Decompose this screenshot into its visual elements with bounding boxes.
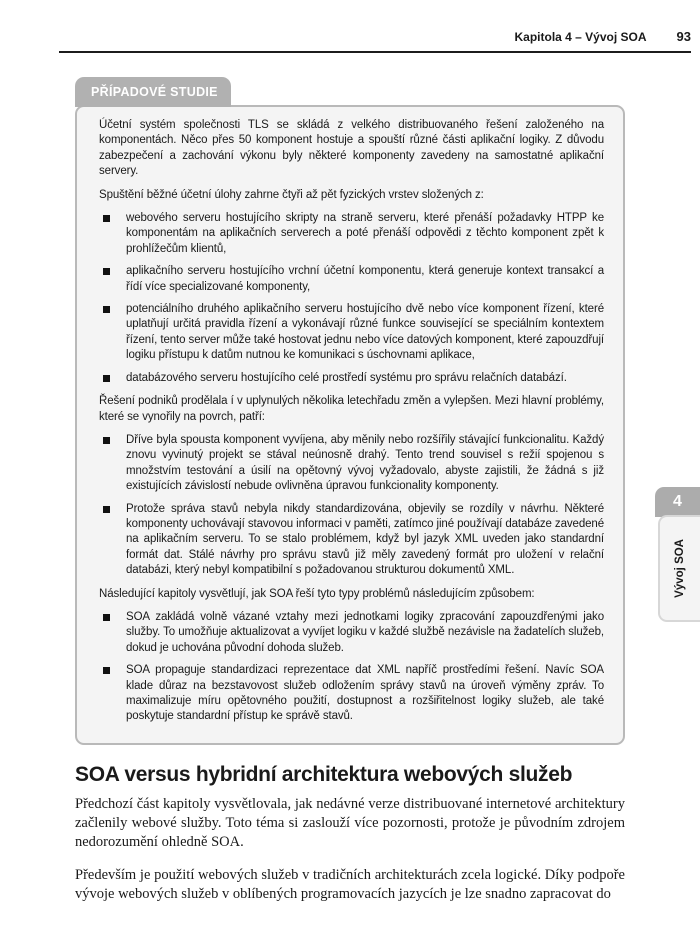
case-study-panel — [75, 77, 625, 745]
chapter-thumb-label — [658, 515, 700, 622]
page-number: 93 — [676, 29, 691, 44]
square-bullet-icon — [103, 667, 110, 674]
list-item — [103, 663, 604, 725]
case-study-box — [75, 105, 625, 745]
list-item-text: webového serveru hostujícího skripty na straně serveru, které přenáší požadavky HTPP ke komponentám na aplikačních serverech a poté přenáší odpovědi z těchto komponent zpět k prohlížečům klientů, — [126, 212, 604, 255]
square-bullet-icon — [103, 614, 110, 621]
square-bullet-icon — [103, 215, 110, 222]
bullet-list-soa-solutions — [99, 610, 604, 725]
list-item-text: potenciálního druhého aplikačního serveru hostujícího dvě nebo více komponent řízení, které uplatňují určitá pravidla řízení a vykonávají různé funkce související se speciálním kontextem řízení, tento server může také hostovat jednu nebo více datových komponent, které zapouzdřují logiku přístupu k datům nutnou ke komunikaci s úschovnami aplikace, — [126, 303, 604, 362]
body-paragraph: Předchozí část kapitoly vysvětlovala, jak nedávné verze distribuované internetové architektury začlenily webové služby. Toto téma si zaslouží více pozornosti, protože je původním zdrojem nedorozumění ohledně SOA. — [75, 795, 625, 850]
list-item — [103, 371, 604, 386]
body-paragraph: Především je použití webových služeb v tradičních architekturách zcela logické. Díky podpoře vývoje webových služeb v oblíbených programovacích jazycích je lze snadno zapracovat do — [75, 866, 625, 902]
list-item-text: aplikačního serveru hostujícího vrchní účetní komponentu, která generuje kontext transakcí a řídí více specializované komponenty, — [126, 265, 604, 293]
case-study-paragraph: Řešení podniků prodělala í v uplynulých několika letechřadu změn a vylepšen. Mezi hlavní problémy, které se vynořily na povrch, patří: — [99, 395, 604, 423]
list-item-text: Protože správa stavů nebyla nikdy standardizována, objevily se rozdíly v návrhu. Některé komponenty uchovávají stavovou informaci v paměti, zatímco jiné používají databáze zavedené na aplikačním serveru. To se stalo problémem, když byl jazyk XML uveden jako standardní formát dat. Stálé návrhy pro správu stavů již měly zavedený formát pro uložení v relační databázi, který nebyl kompatibilní s požadovanou strukturou dokumentů XML. — [126, 502, 605, 577]
list-item — [103, 264, 604, 295]
list-item — [103, 211, 604, 257]
square-bullet-icon — [103, 306, 110, 313]
case-study-paragraph: Následující kapitoly vysvětlují, jak SOA řeší tyto typy problémů následujícím způsobem: — [99, 587, 535, 600]
list-item — [103, 610, 604, 656]
list-item-text: Dříve byla spousta komponent vyvíjena, aby měnily nebo rozšířily stávající funkcionalitu. Každý znovu vyvinutý projekt se stával neúnosně drahý. Tento trend souvisel s režií spojenou s množstvím testování a úsilí na opětovný vývoj vyžadovalo, abyste zajistili, že žádná s již existujících závislostí nebude ovlivněna úpravou funkcionality komponenty. — [126, 433, 604, 493]
chapter-thumb-number: 4 — [655, 487, 700, 517]
list-item-text: SOA zakládá volně vázané vztahy mezi jednotkami logiky zpracování zapouzdřenými jako služby. To umožňuje aktualizovat a vyvíjet logiku v každé službě nezávisle na žadatelích služeb, dokud je uchována původní dohoda služeb. — [126, 610, 604, 654]
case-study-tab: PŘÍPADOVÉ STUDIE — [75, 77, 231, 107]
bullet-list-tiers — [99, 211, 604, 386]
square-bullet-icon — [103, 375, 110, 382]
chapter-title: Kapitola 4 – Vývoj SOA — [514, 30, 647, 44]
list-item — [103, 502, 604, 579]
list-item-text: SOA propaguje standardizaci reprezentace dat XML napříč prostředími řešení. Navíc SOA klade důraz na bezstavovost služeb odložením správy stavů na úroveň výměny zpráv. To maximalizuje míru opětovného použití, dostupnost a rozšiřitelnost logiky služeb, ale také poskytuje standardní přístup ke správě stavů. — [126, 664, 604, 723]
running-header — [59, 28, 691, 53]
list-item — [103, 433, 604, 495]
case-study-paragraph: Účetní systém společnosti TLS se skládá z velkého distribuovaného řešení založeného na komponentách. Něco přes 50 komponent hostuje a spouští různé části aplikační logiky. Z důvodu zabezpečení a zachování výkonu byly některé komponenty zavedeny na samostatné aplikační servery. — [99, 119, 604, 178]
square-bullet-icon — [103, 437, 110, 444]
list-item-text: databázového serveru hostujícího celé prostředí systému pro správu relačních databází. — [126, 371, 567, 384]
square-bullet-icon — [103, 268, 110, 275]
case-study-paragraph: Spuštění běžné účetní úlohy zahrne čtyři až pět fyzických vrstev složených z: — [99, 188, 484, 201]
list-item — [103, 302, 604, 364]
square-bullet-icon — [103, 506, 110, 513]
section-heading: SOA versus hybridní architektura webových služeb — [75, 762, 573, 786]
chapter-thumb-label-text: Vývoj SOA — [674, 539, 686, 598]
bullet-list-problems — [99, 433, 604, 579]
